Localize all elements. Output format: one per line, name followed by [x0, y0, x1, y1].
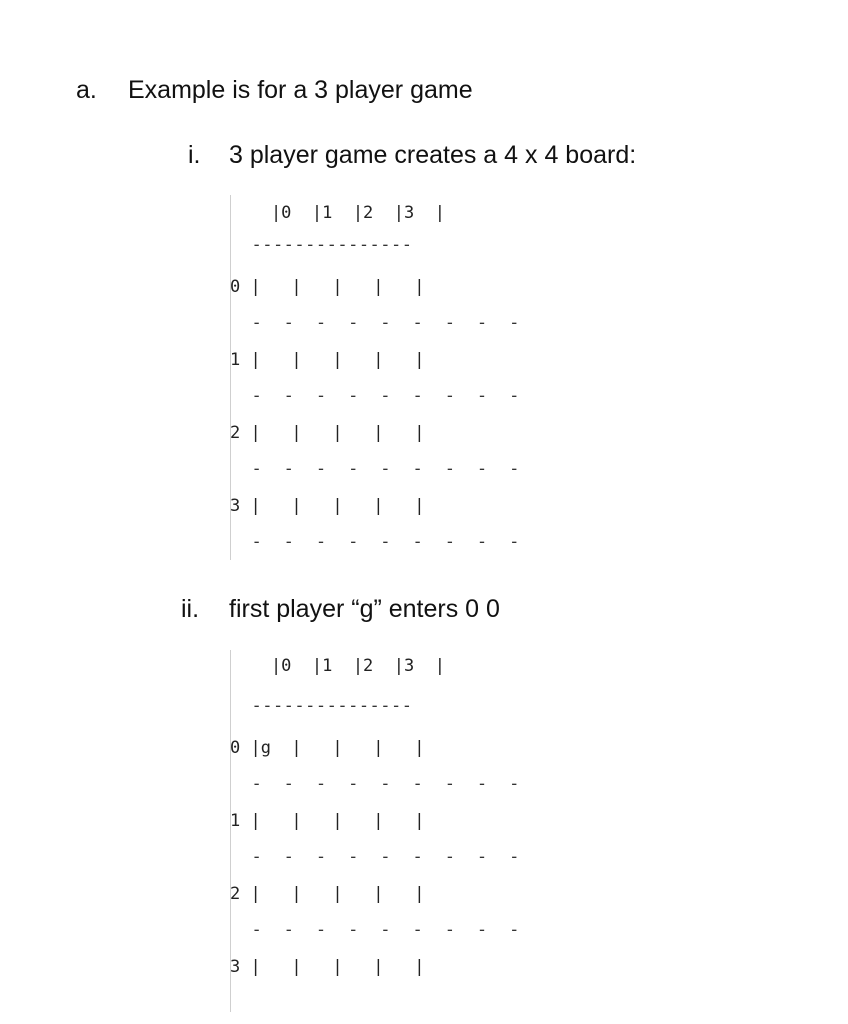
- board-row-2: 2 | | | | |: [230, 884, 425, 904]
- board-top-rule: ---------------: [230, 235, 413, 255]
- board-row-3: 3 | | | | |: [230, 957, 425, 977]
- board-after-first-move: [230, 650, 520, 1012]
- board-column-header: |0 |1 |2 |3 |: [230, 203, 445, 223]
- board-row-rule: - - - - - - - - -: [230, 847, 520, 867]
- board-column-header: |0 |1 |2 |3 |: [230, 656, 445, 676]
- board-row-rule: - - - - - - - - -: [230, 459, 520, 479]
- board-empty: [230, 195, 520, 560]
- board-row-1: 1 | | | | |: [230, 811, 425, 831]
- board-row-rule: - - - - - - - - -: [230, 386, 520, 406]
- board-row-0: 0 |g | | | |: [230, 738, 425, 758]
- board-row-1: 1 | | | | |: [230, 350, 425, 370]
- board-row-3: 3 | | | | |: [230, 496, 425, 516]
- board-row-rule: - - - - - - - - -: [230, 920, 520, 940]
- subheading-first-move: first player “g” enters 0 0: [229, 595, 500, 623]
- board-row-rule: - - - - - - - - -: [230, 774, 520, 794]
- board-row-0: 0 | | | | |: [230, 277, 425, 297]
- board-top-rule: ---------------: [230, 696, 413, 716]
- board-row-rule: - - - - - - - - -: [230, 532, 520, 552]
- list-marker-a: a.: [76, 76, 97, 104]
- heading-example-3-player: Example is for a 3 player game: [128, 76, 473, 104]
- board-row-rule: - - - - - - - - -: [230, 313, 520, 333]
- subheading-board-creation: 3 player game creates a 4 x 4 board:: [229, 141, 637, 169]
- list-marker-ii: ii.: [181, 595, 200, 623]
- board-row-2: 2 | | | | |: [230, 423, 425, 443]
- list-marker-i: i.: [188, 141, 201, 169]
